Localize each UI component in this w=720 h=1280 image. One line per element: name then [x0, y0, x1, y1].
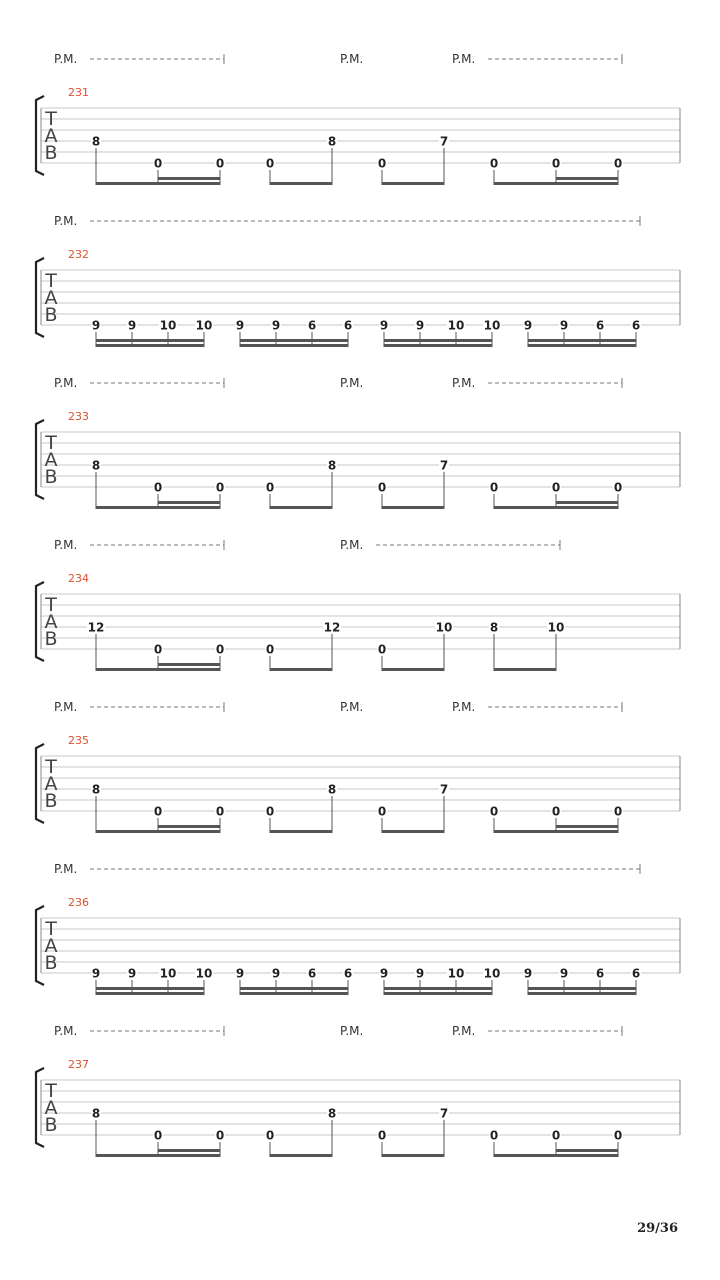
beam-secondary: [528, 987, 636, 990]
beam-secondary: [158, 825, 220, 828]
beam: [382, 506, 444, 509]
fret-number: 0: [489, 804, 499, 819]
fret-number: 8: [91, 134, 101, 149]
fret-number: 0: [153, 480, 163, 495]
fret-number: 6: [307, 318, 317, 333]
beat-group: [91, 967, 213, 996]
fret-number: 9: [415, 318, 425, 333]
beam: [382, 182, 444, 185]
beam-secondary: [158, 501, 220, 504]
beam-secondary: [556, 825, 618, 828]
fret-number: 9: [235, 318, 245, 333]
fret-number: 7: [439, 1106, 449, 1121]
fret-number: 9: [379, 966, 389, 981]
beat-group: [91, 1107, 225, 1158]
palm-mute: [54, 376, 224, 390]
palm-mute: [340, 538, 560, 552]
fret-number: 9: [235, 966, 245, 981]
palm-mute-label: P.M.: [340, 700, 364, 714]
fret-number: 8: [327, 458, 337, 473]
beam: [382, 830, 444, 833]
fret-number: 9: [91, 318, 101, 333]
beam-secondary: [240, 987, 348, 990]
beat-group: [489, 621, 565, 672]
palm-mute-label: P.M.: [54, 862, 78, 876]
fret-number: 10: [195, 318, 213, 333]
tab-clef-letter: T: [45, 756, 57, 778]
palm-mute: [54, 700, 224, 714]
beam: [96, 506, 220, 509]
fret-number: 10: [159, 318, 177, 333]
beam-secondary: [384, 987, 492, 990]
beam: [384, 344, 492, 347]
palm-mute-label: P.M.: [54, 538, 78, 552]
beam: [240, 344, 348, 347]
palm-mute-label: P.M.: [54, 1024, 78, 1038]
beam-secondary: [528, 339, 636, 342]
fret-number: 0: [489, 1128, 499, 1143]
tab-clef-letter: T: [45, 594, 57, 616]
fret-number: 0: [377, 642, 387, 657]
measure-number: 237: [68, 1058, 89, 1071]
fret-number: 6: [631, 318, 641, 333]
measure-number: 231: [68, 86, 89, 99]
tab-clef-letter: T: [45, 918, 57, 940]
fret-number: 9: [127, 318, 137, 333]
beat-group: [235, 967, 353, 996]
fret-number: 6: [343, 966, 353, 981]
beam: [96, 182, 220, 185]
beam: [528, 992, 636, 995]
fret-number: 0: [265, 642, 275, 657]
fret-number: 0: [265, 1128, 275, 1143]
tab-clef-letter: T: [45, 432, 57, 454]
palm-mute: [340, 700, 363, 714]
tab-clef-letter: A: [44, 1097, 58, 1119]
beat-group: [523, 967, 641, 996]
fret-number: 0: [215, 642, 225, 657]
tab-system: [36, 538, 680, 671]
palm-mute: [452, 52, 622, 66]
tab-clef-letter: A: [44, 935, 58, 957]
fret-number: 0: [613, 804, 623, 819]
tab-clef-letter: A: [44, 125, 58, 147]
fret-number: 9: [523, 966, 533, 981]
fret-number: 9: [415, 966, 425, 981]
beam: [96, 830, 220, 833]
tab-clef-letter: B: [44, 142, 58, 164]
measure-number: 235: [68, 734, 89, 747]
beam: [382, 1154, 444, 1157]
tab-clef-letter: A: [44, 611, 58, 633]
beam: [384, 992, 492, 995]
palm-mute-label: P.M.: [452, 700, 476, 714]
fret-number: 0: [215, 480, 225, 495]
beat-group: [91, 783, 225, 834]
beam: [382, 668, 444, 671]
beam: [270, 182, 332, 185]
beam: [270, 668, 332, 671]
beam: [96, 344, 204, 347]
palm-mute-label: P.M.: [452, 52, 476, 66]
palm-mute: [452, 700, 622, 714]
palm-mute: [340, 1024, 363, 1038]
page-number: 29/36: [637, 1221, 678, 1236]
fret-number: 0: [551, 480, 561, 495]
tab-clef-letter: A: [44, 287, 58, 309]
beat-group: [91, 135, 225, 186]
fret-number: 8: [91, 782, 101, 797]
fret-number: 0: [153, 642, 163, 657]
palm-mute: [340, 376, 363, 390]
beat-group: [91, 319, 213, 348]
fret-number: 0: [265, 156, 275, 171]
fret-number: 0: [215, 1128, 225, 1143]
palm-mute-label: P.M.: [340, 1024, 364, 1038]
beat-group: [265, 459, 337, 510]
tab-clef-letter: A: [44, 449, 58, 471]
measure-number: 234: [68, 572, 89, 585]
fret-number: 0: [153, 804, 163, 819]
fret-number: 8: [327, 1106, 337, 1121]
tab-system: [36, 1024, 680, 1157]
beat-group: [489, 481, 623, 510]
tab-system: [36, 862, 680, 995]
fret-number: 0: [613, 156, 623, 171]
palm-mute: [452, 376, 622, 390]
fret-number: 0: [153, 1128, 163, 1143]
beam-secondary: [158, 177, 220, 180]
tab-clef-letter: B: [44, 790, 58, 812]
palm-mute-label: P.M.: [54, 700, 78, 714]
palm-mute-label: P.M.: [54, 214, 78, 228]
beat-group: [489, 157, 623, 186]
beam-secondary: [96, 987, 204, 990]
beat-group: [265, 783, 337, 834]
fret-number: 0: [551, 156, 561, 171]
fret-number: 10: [195, 966, 213, 981]
beat-group: [87, 621, 225, 672]
measure-number: 233: [68, 410, 89, 423]
tab-clef-letter: A: [44, 773, 58, 795]
beat-group: [235, 319, 353, 348]
fret-number: 7: [439, 782, 449, 797]
palm-mute: [54, 538, 224, 552]
beat-group: [265, 135, 337, 186]
beam: [270, 1154, 332, 1157]
fret-number: 0: [551, 1128, 561, 1143]
beam: [240, 992, 348, 995]
palm-mute: [452, 1024, 622, 1038]
fret-number: 0: [551, 804, 561, 819]
tab-system: [36, 700, 680, 833]
beat-group: [265, 1107, 337, 1158]
beam-secondary: [556, 1149, 618, 1152]
fret-number: 9: [127, 966, 137, 981]
palm-mute-label: P.M.: [452, 1024, 476, 1038]
palm-mute-label: P.M.: [54, 376, 78, 390]
fret-number: 10: [435, 620, 453, 635]
fret-number: 0: [265, 480, 275, 495]
beam-secondary: [158, 1149, 220, 1152]
fret-number: 9: [559, 966, 569, 981]
fret-number: 6: [631, 966, 641, 981]
fret-number: 8: [327, 134, 337, 149]
beam: [96, 992, 204, 995]
fret-number: 7: [439, 458, 449, 473]
beat-group: [377, 783, 449, 834]
fret-number: 8: [91, 1106, 101, 1121]
beam: [494, 182, 618, 185]
palm-mute: [54, 52, 224, 66]
palm-mute: [54, 862, 640, 876]
beat-group: [377, 1107, 449, 1158]
fret-number: 9: [379, 318, 389, 333]
fret-number: 9: [523, 318, 533, 333]
fret-number: 9: [91, 966, 101, 981]
beam: [494, 506, 618, 509]
fret-number: 8: [489, 620, 499, 635]
tab-system: [36, 214, 680, 347]
fret-number: 10: [483, 318, 501, 333]
fret-number: 0: [377, 804, 387, 819]
fret-number: 0: [613, 1128, 623, 1143]
tab-clef-letter: B: [44, 304, 58, 326]
tab-clef-letter: B: [44, 952, 58, 974]
palm-mute-label: P.M.: [340, 52, 364, 66]
fret-number: 10: [547, 620, 565, 635]
beam: [96, 668, 220, 671]
beam-secondary: [240, 339, 348, 342]
fret-number: 9: [271, 318, 281, 333]
beam: [494, 830, 618, 833]
measure-number: 232: [68, 248, 89, 261]
tab-clef-letter: B: [44, 1114, 58, 1136]
palm-mute: [54, 1024, 224, 1038]
beam-secondary: [384, 339, 492, 342]
beam-secondary: [556, 501, 618, 504]
beat-group: [265, 621, 341, 672]
tab-system: [36, 52, 680, 185]
tab-clef-letter: T: [45, 1080, 57, 1102]
tab-system: [36, 376, 680, 509]
palm-mute-label: P.M.: [54, 52, 78, 66]
beam: [270, 830, 332, 833]
fret-number: 0: [153, 156, 163, 171]
beam: [494, 1154, 618, 1157]
fret-number: 12: [323, 620, 341, 635]
tab-clef-letter: B: [44, 466, 58, 488]
tab-clef-letter: B: [44, 628, 58, 650]
beam: [270, 506, 332, 509]
fret-number: 12: [87, 620, 105, 635]
beat-group: [523, 319, 641, 348]
beam-secondary: [158, 663, 220, 666]
fret-number: 6: [595, 966, 605, 981]
fret-number: 10: [483, 966, 501, 981]
beat-group: [379, 319, 501, 348]
fret-number: 10: [447, 318, 465, 333]
beat-group: [377, 621, 453, 672]
beat-group: [489, 805, 623, 834]
fret-number: 0: [215, 156, 225, 171]
palm-mute: [54, 214, 640, 228]
tab-clef-letter: T: [45, 108, 57, 130]
beat-group: [489, 1129, 623, 1158]
tab-clef-letter: T: [45, 270, 57, 292]
beat-group: [377, 135, 449, 186]
fret-number: 0: [377, 480, 387, 495]
fret-number: 0: [489, 480, 499, 495]
beam-secondary: [556, 177, 618, 180]
beat-group: [377, 459, 449, 510]
fret-number: 10: [159, 966, 177, 981]
beam-secondary: [96, 339, 204, 342]
fret-number: 9: [559, 318, 569, 333]
beam: [494, 668, 556, 671]
fret-number: 0: [265, 804, 275, 819]
measure-number: 236: [68, 896, 89, 909]
fret-number: 0: [489, 156, 499, 171]
fret-number: 8: [327, 782, 337, 797]
fret-number: 0: [613, 480, 623, 495]
fret-number: 8: [91, 458, 101, 473]
beam: [96, 1154, 220, 1157]
beat-group: [91, 459, 225, 510]
fret-number: 10: [447, 966, 465, 981]
fret-number: 0: [377, 156, 387, 171]
fret-number: 0: [215, 804, 225, 819]
fret-number: 6: [595, 318, 605, 333]
palm-mute-label: P.M.: [340, 538, 364, 552]
palm-mute-label: P.M.: [340, 376, 364, 390]
fret-number: 7: [439, 134, 449, 149]
palm-mute: [340, 52, 363, 66]
beat-group: [379, 967, 501, 996]
palm-mute-label: P.M.: [452, 376, 476, 390]
fret-number: 9: [271, 966, 281, 981]
beam: [528, 344, 636, 347]
fret-number: 6: [343, 318, 353, 333]
fret-number: 0: [377, 1128, 387, 1143]
fret-number: 6: [307, 966, 317, 981]
